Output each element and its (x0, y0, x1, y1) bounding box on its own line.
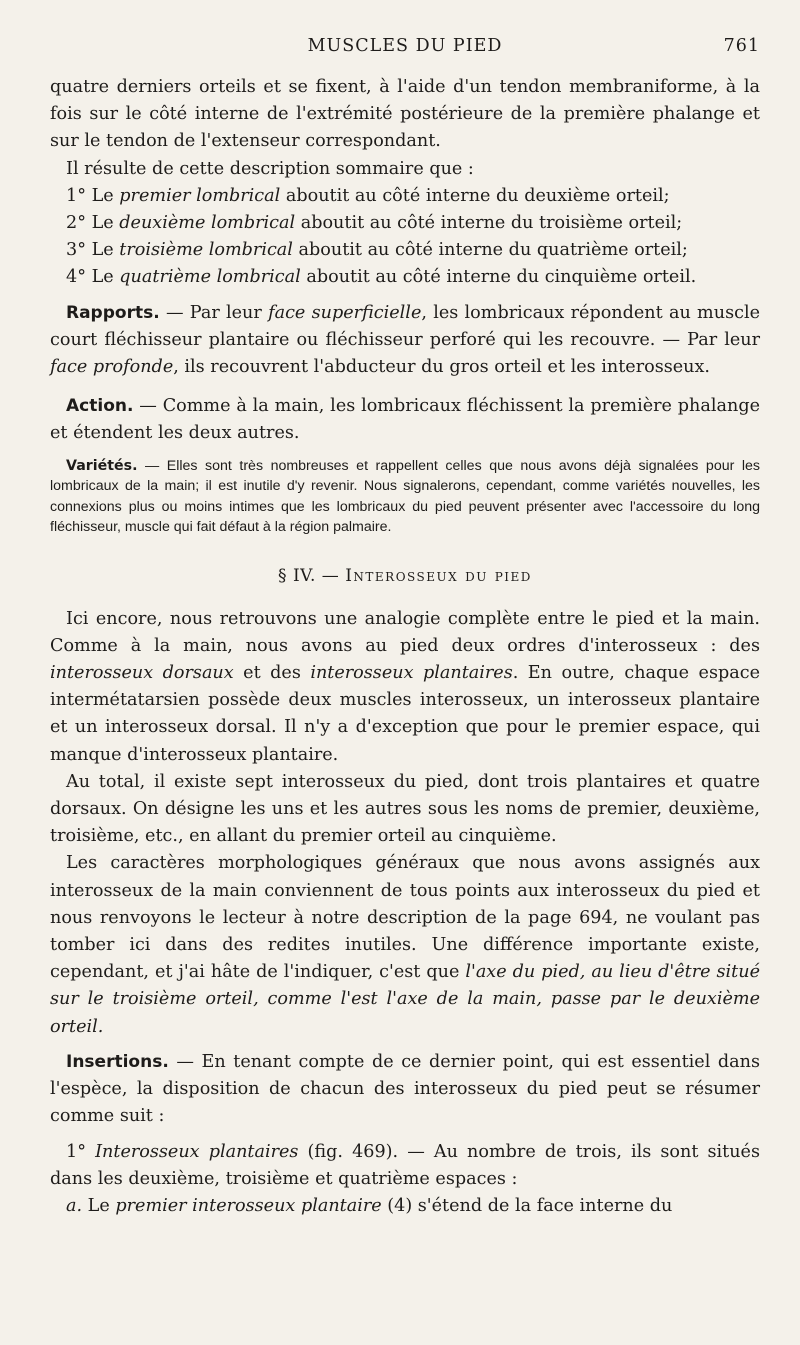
paragraph: Il résulte de cette description sommaire que : (66, 158, 474, 179)
section-heading (50, 566, 760, 586)
running-title: MUSCLES DU PIED (307, 36, 503, 56)
run-in-heading: Action. (66, 396, 134, 417)
term: quatrième lombrical (119, 267, 301, 288)
paragraph: a. Le premier interosseux plantaire (4) s'étend de la face interne du (66, 1195, 673, 1216)
page-number: 761 (723, 36, 760, 56)
page (50, 36, 760, 1220)
paragraph: Les caractères morphologiques généraux que nous avons assignés aux interosseux de la main conviennent de tous points aux interosseux du pied et nous renvoyons le lecteur à notre description de la page 694, ne voulant pas tomber ici dans des redites inutiles. Une différence importante existe, cependant, et j'ai hâte de l'indiquer, c'est que l'axe du pied, au lieu d'être situé sur le troisième orteil, comme l'est l'axe de la main, passe par le deuxième orteil. (50, 853, 760, 1037)
running-header (50, 36, 760, 74)
list-item: 1° Le premier lombrical aboutit au côté interne du deuxième orteil; (66, 185, 670, 206)
run-in-heading: Rapports. (66, 302, 160, 323)
section-number: § IV. — (278, 565, 346, 586)
paragraph: 1° Interosseux plantaires (fig. 469). — Au nombre de trois, ils sont situés dans les deuxième, troisième et quatrième espaces : (50, 1141, 761, 1189)
list-item: 4° Le quatrième lombrical aboutit au côté interne du cinquième orteil. (66, 267, 697, 288)
list-item: 2° Le deuxième lombrical aboutit au côté interne du troisième orteil; (66, 213, 683, 234)
paragraph-action: Action. — Comme à la main, les lombricaux fléchissent la première phalange et étendent les deux autres. (50, 396, 760, 444)
section-title: Interosseux du pied (345, 565, 532, 586)
list-item: 3° Le troisième lombrical aboutit au côté interne du quatrième orteil; (66, 240, 688, 261)
paragraph-insertions: Insertions. — En tenant compte de ce dernier point, qui est essentiel dans l'espèce, la disposition de chacun des interosseux du pied peut se résumer comme suit : (50, 1051, 760, 1127)
list-number: 2° (66, 213, 86, 234)
list-number: 1° (66, 185, 86, 206)
paragraph: Ici encore, nous retrouvons une analogie complète entre le pied et la main. Comme à la main, nous avons au pied deux ordres d'interosseux : des interosseux dorsaux et des interosseux plantaires. En outre, chaque espace intermétatarsien possède deux muscles interosseux, un interosseux plantaire et un interosseux dorsal. Il n'y a d'exception que pour le premier espace, qui manque d'interosseux plantaire. (50, 608, 760, 765)
run-in-heading: Variétés. (66, 457, 138, 474)
term: deuxième lombrical (119, 213, 296, 234)
paragraph: Au total, il existe sept interosseux du pied, dont trois plantaires et quatre dorsaux. On désigne les uns et les autres sous les noms de premier, deuxième, troisième, etc., en allant du premier orteil au cinquième. (50, 771, 760, 847)
paragraph-rapports: Rapports. — Par leur face superficielle, les lombricaux répondent au muscle court fléchisseur plantaire ou fléchisseur perforé qui les recouvre. — Par leur face profonde, ils recouvrent l'abducteur du gros orteil et les interosseux. (50, 302, 760, 378)
list-number: 4° (66, 267, 86, 288)
run-in-heading: Insertions. (66, 1051, 169, 1072)
term: troisième lombrical (119, 240, 293, 261)
paragraph-varietes: Variétés. — Elles sont très nombreuses et rappellent celles que nous avons déjà signalées pour les lombricaux de la main; il est inutile d'y revenir. Nous signalerons, cependant, comme variétés nouvelles, les connexions plus ou moins intimes que les lombricaux du pied peuvent présenter avec l'accessoire du long fléchisseur, muscle qui fait défaut à la région palmaire. (50, 457, 760, 536)
paragraph: quatre derniers orteils et se fixent, à l'aide d'un tendon membraniforme, à la fois sur le côté interne de l'extrémité postérieure de la première phalange et sur le tendon de l'extenseur correspondant. (50, 77, 760, 152)
list-number: 3° (66, 240, 86, 261)
term: premier lombrical (119, 185, 281, 206)
lombrical-list (50, 183, 760, 292)
